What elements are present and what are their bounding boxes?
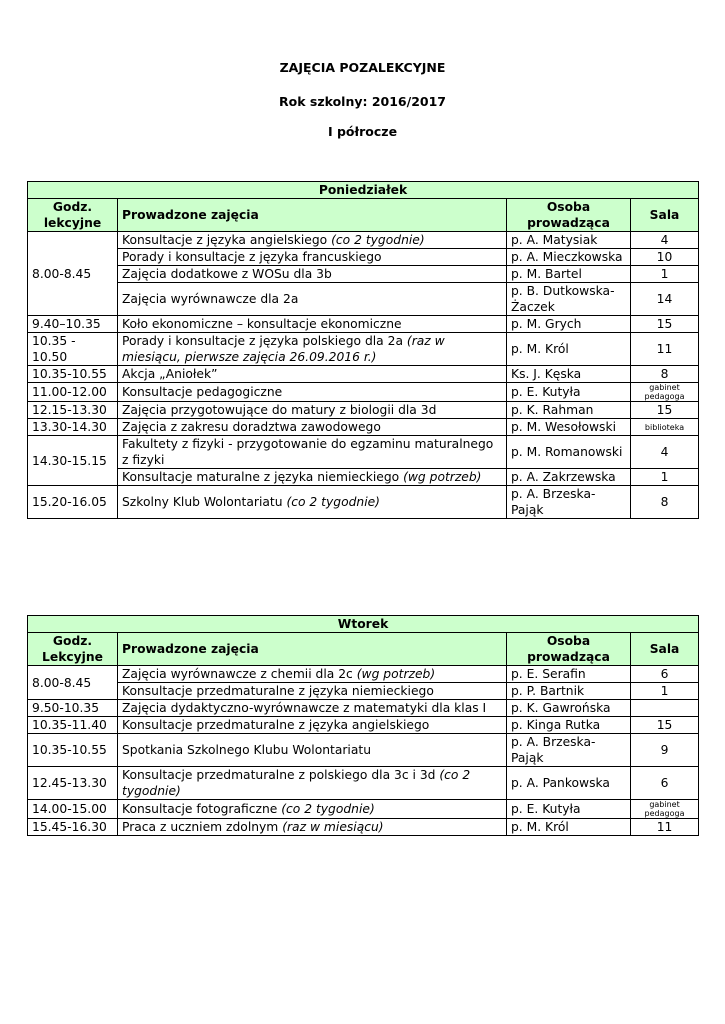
header-time: Godz. Lekcyjne: [28, 633, 118, 666]
room-cell: 1: [631, 266, 699, 283]
activity-note: (raz w miesiącu): [282, 820, 384, 834]
time-cell: 15.20-16.05: [28, 486, 118, 519]
person-cell: p. Kinga Rutka: [507, 717, 631, 734]
room-cell: 4: [631, 436, 699, 469]
room-cell: 15: [631, 717, 699, 734]
activity-cell: Zajęcia przygotowujące do matury z biologii dla 3d: [118, 402, 507, 419]
time-cell: 13.30-14.30: [28, 419, 118, 436]
monday-schedule-table: [27, 181, 699, 519]
activity-cell: Konsultacje przedmaturalne z polskiego dla 3c i 3d (co 2 tygodnie): [118, 767, 507, 800]
person-cell: p. M. Król: [507, 333, 631, 366]
document-title: ZAJĘCIA POZALEKCYJNE: [279, 60, 446, 75]
person-cell: Ks. J. Kęska: [507, 366, 631, 383]
activity-cell: Porady i konsultacje z języka polskiego dla 2a (raz w miesiącu, pierwsze zajęcia 26.09.2016 r.): [118, 333, 507, 366]
person-cell: p. A. Brzeska-Pająk: [507, 734, 631, 767]
activity-note: (co 2 tygodnie): [286, 495, 380, 509]
activity-cell: Konsultacje z języka angielskiego (co 2 tygodnie): [118, 232, 507, 249]
person-cell: p. A. Pankowska: [507, 767, 631, 800]
table-row: [28, 266, 699, 283]
person-cell: p. M. Wesołowski: [507, 419, 631, 436]
person-cell: p. K. Gawrońska: [507, 700, 631, 717]
table-row: [28, 717, 699, 734]
table-row: [28, 366, 699, 383]
table-row: [28, 232, 699, 249]
day-header-row: [28, 616, 699, 633]
room-cell: 15: [631, 402, 699, 419]
activity-note: (wg potrzeb): [356, 667, 436, 681]
activity-cell: Zajęcia wyrównawcze z chemii dla 2c (wg potrzeb): [118, 666, 507, 683]
table-row: [28, 283, 699, 316]
header-activity: Prowadzone zajęcia: [118, 633, 507, 666]
header-room: Sala: [631, 199, 699, 232]
school-year: Rok szkolny: 2016/2017: [279, 94, 446, 109]
room-cell: gabinet pedagoga: [631, 800, 699, 819]
header-person: Osoba prowadząca: [507, 199, 631, 232]
activity-cell: Fakultety z fizyki - przygotowanie do egzaminu maturalnego z fizyki: [118, 436, 507, 469]
activity-cell: Koło ekonomiczne – konsultacje ekonomiczne: [118, 316, 507, 333]
room-cell: 15: [631, 316, 699, 333]
person-cell: p. M. Romanowski: [507, 436, 631, 469]
person-cell: p. E. Kutyła: [507, 383, 631, 402]
time-cell: 10.35-10.55: [28, 734, 118, 767]
day-name: Wtorek: [28, 616, 699, 633]
time-cell: 10.35-10.55: [28, 366, 118, 383]
header-time: Godz. lekcyjne: [28, 199, 118, 232]
table-row: [28, 402, 699, 419]
person-cell: p. A. Brzeska-Pająk: [507, 486, 631, 519]
time-cell: 11.00-12.00: [28, 383, 118, 402]
person-cell: p. M. Bartel: [507, 266, 631, 283]
person-cell: p. P. Bartnik: [507, 683, 631, 700]
time-cell: 12.15-13.30: [28, 402, 118, 419]
activity-cell: Konsultacje fotograficzne (co 2 tygodnie): [118, 800, 507, 819]
room-cell: biblioteka: [631, 419, 699, 436]
activity-cell: Zajęcia dodatkowe z WOSu dla 3b: [118, 266, 507, 283]
table-row: [28, 700, 699, 717]
activity-note: (co 2 tygodnie): [331, 233, 425, 247]
activity-cell: Praca z uczniem zdolnym (raz w miesiącu): [118, 819, 507, 836]
header-activity: Prowadzone zajęcia: [118, 199, 507, 232]
table-row: [28, 683, 699, 700]
table-row: [28, 767, 699, 800]
activity-cell: Konsultacje przedmaturalne z języka angielskiego: [118, 717, 507, 734]
time-cell: 9.40–10.35: [28, 316, 118, 333]
header-room: Sala: [631, 633, 699, 666]
room-cell: 8: [631, 486, 699, 519]
person-cell: p. A. Zakrzewska: [507, 469, 631, 486]
person-cell: p. K. Rahman: [507, 402, 631, 419]
activity-note: (co 2 tygodnie): [281, 802, 375, 816]
room-cell: 9: [631, 734, 699, 767]
activity-note: (wg potrzeb): [403, 470, 482, 484]
table-row: [28, 734, 699, 767]
room-cell: 1: [631, 683, 699, 700]
activity-note: (raz w miesiącu, pierwsze zajęcia 26.09.2016 r.): [122, 334, 445, 364]
activity-cell: Porady i konsultacje z języka francuskiego: [118, 249, 507, 266]
room-cell: 14: [631, 283, 699, 316]
time-cell: 8.00-8.45: [28, 232, 118, 316]
time-cell: 14.30-15.15: [28, 436, 118, 486]
room-cell: 6: [631, 666, 699, 683]
table-row: [28, 333, 699, 366]
activity-cell: Konsultacje pedagogiczne: [118, 383, 507, 402]
column-header-row: [28, 199, 699, 232]
table-row: [28, 419, 699, 436]
table-row: [28, 249, 699, 266]
time-cell: 15.45-16.30: [28, 819, 118, 836]
person-cell: p. M. Król: [507, 819, 631, 836]
person-cell: p. A. Matysiak: [507, 232, 631, 249]
activity-cell: Szkolny Klub Wolontariatu (co 2 tygodnie): [118, 486, 507, 519]
column-header-row: [28, 633, 699, 666]
table-row: [28, 486, 699, 519]
table-row: [28, 469, 699, 486]
person-cell: p. A. Mieczkowska: [507, 249, 631, 266]
activity-cell: Zajęcia dydaktyczno-wyrównawcze z matematyki dla klas I: [118, 700, 507, 717]
activity-cell: Konsultacje maturalne z języka niemieckiego (wg potrzeb): [118, 469, 507, 486]
person-cell: p. M. Grych: [507, 316, 631, 333]
header-person: Osoba prowadząca: [507, 633, 631, 666]
time-cell: 9.50-10.35: [28, 700, 118, 717]
table-row: [28, 819, 699, 836]
room-cell: 11: [631, 333, 699, 366]
person-cell: p. B. Dutkowska-Żaczek: [507, 283, 631, 316]
table-row: [28, 436, 699, 469]
tuesday-schedule-table: [27, 615, 699, 836]
room-cell: 11: [631, 819, 699, 836]
time-cell: 12.45-13.30: [28, 767, 118, 800]
activity-cell: Konsultacje przedmaturalne z języka niemieckiego: [118, 683, 507, 700]
activity-note: (co 2 tygodnie): [122, 768, 471, 798]
activity-cell: Akcja „Aniołek”: [118, 366, 507, 383]
time-cell: 10.35 - 10.50: [28, 333, 118, 366]
room-cell: 6: [631, 767, 699, 800]
room-cell: 4: [631, 232, 699, 249]
activity-cell: Zajęcia wyrównawcze dla 2a: [118, 283, 507, 316]
term: I półrocze: [327, 124, 398, 139]
time-cell: 14.00-15.00: [28, 800, 118, 819]
room-cell: gabinet pedagoga: [631, 383, 699, 402]
person-cell: p. E. Kutyła: [507, 800, 631, 819]
room-cell: 1: [631, 469, 699, 486]
table-row: [28, 316, 699, 333]
time-cell: 10.35-11.40: [28, 717, 118, 734]
table-row: [28, 383, 699, 402]
time-cell: 8.00-8.45: [28, 666, 118, 700]
activity-cell: Zajęcia z zakresu doradztwa zawodowego: [118, 419, 507, 436]
table-row: [28, 800, 699, 819]
day-header-row: [28, 182, 699, 199]
activity-cell: Spotkania Szkolnego Klubu Wolontariatu: [118, 734, 507, 767]
person-cell: p. E. Serafin: [507, 666, 631, 683]
room-cell: [631, 700, 699, 717]
table-row: [28, 666, 699, 683]
room-cell: 8: [631, 366, 699, 383]
room-cell: 10: [631, 249, 699, 266]
day-name: Poniedziałek: [28, 182, 699, 199]
